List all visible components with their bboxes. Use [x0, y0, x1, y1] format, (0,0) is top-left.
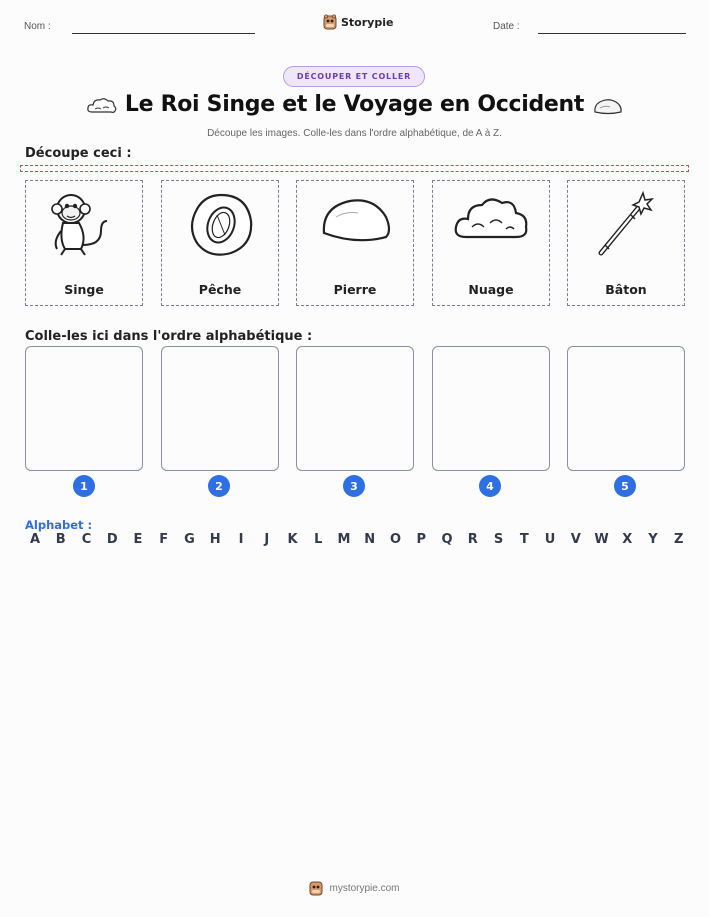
card-nuage[interactable] [432, 180, 550, 306]
alphabet-letter: U [544, 532, 556, 547]
monkey-icon [45, 187, 125, 267]
alphabet-letter: X [622, 532, 633, 547]
alphabet-letter: N [364, 532, 376, 547]
slot-number-3: 3 [343, 475, 365, 497]
activity-badge: DÉCOUPER ET COLLER [283, 66, 425, 87]
card-singe[interactable] [25, 180, 143, 306]
paste-section-label: Colle-les ici dans l'ordre alphabétique : [25, 329, 313, 344]
alphabet-letter: B [55, 532, 66, 547]
card-label: Bâton [605, 282, 647, 297]
card-pierre[interactable] [296, 180, 414, 306]
name-line [72, 33, 255, 34]
stone-decoration-icon [592, 96, 624, 116]
cut-line [20, 165, 689, 172]
alphabet-letter: R [467, 532, 478, 547]
card-label: Nuage [468, 282, 514, 297]
footer-url[interactable]: mystorypie.com [329, 882, 400, 894]
alphabet-label: Alphabet : [25, 518, 93, 532]
alphabet-letter: Q [441, 532, 453, 547]
date-line [538, 33, 686, 34]
alphabet-letter: G [184, 532, 195, 547]
slot-number-4: 4 [479, 475, 501, 497]
alphabet-letter: Y [648, 532, 658, 547]
slot-number-2: 2 [208, 475, 230, 497]
page-title-text: Le Roi Singe et le Voyage en Occident [124, 92, 585, 117]
card-label: Pêche [198, 282, 242, 297]
slot-number-1: 1 [73, 475, 95, 497]
alphabet-letter: S [493, 532, 504, 547]
alphabet-letter: A [29, 532, 41, 547]
alphabet-letter: T [519, 532, 529, 547]
alphabet-row [27, 532, 687, 547]
paste-slot-2[interactable] [161, 346, 279, 471]
cut-section-label: Découpe ceci : [25, 146, 132, 161]
alphabet-letter: L [314, 532, 323, 547]
alphabet-letter: W [594, 532, 609, 547]
alphabet-letter: H [209, 532, 221, 547]
alphabet-letter: F [159, 532, 169, 547]
alphabet-letter: Z [674, 532, 684, 547]
peach-icon [181, 187, 261, 267]
slot-number-5: 5 [614, 475, 636, 497]
paste-slot-4[interactable] [432, 346, 550, 471]
paste-slot-1[interactable] [25, 346, 143, 471]
alphabet-letter: K [287, 532, 298, 547]
brand-name: Storypie [341, 15, 394, 29]
card-label: Pierre [333, 282, 377, 297]
cloud-icon [452, 187, 532, 267]
brand-logo [323, 14, 393, 30]
alphabet-letter: O [389, 532, 402, 547]
footer [0, 880, 709, 896]
alphabet-letter: J [264, 532, 270, 547]
alphabet-letter: D [106, 532, 118, 547]
card-label: Singe [64, 282, 104, 297]
alphabet-letter: M [337, 532, 351, 547]
instructions: Découpe les images. Colle-les dans l'ordre alphabétique, de A à Z. [207, 128, 502, 139]
name-label: Nom : [24, 21, 51, 32]
card-baton[interactable] [567, 180, 685, 306]
paste-slot-3[interactable] [296, 346, 414, 471]
paste-slot-5[interactable] [567, 346, 685, 471]
date-label: Date : [493, 21, 520, 32]
alphabet-letter: E [133, 532, 143, 547]
staff-icon [587, 187, 667, 267]
stone-icon [316, 187, 396, 267]
card-peche[interactable] [161, 180, 279, 306]
alphabet-letter: P [416, 532, 427, 547]
cloud-decoration-icon [86, 96, 118, 116]
alphabet-letter: I [238, 532, 244, 547]
storypie-mascot-icon [309, 880, 323, 896]
alphabet-letter: V [570, 532, 581, 547]
alphabet-letter: C [81, 532, 92, 547]
storypie-mascot-icon [323, 14, 337, 30]
